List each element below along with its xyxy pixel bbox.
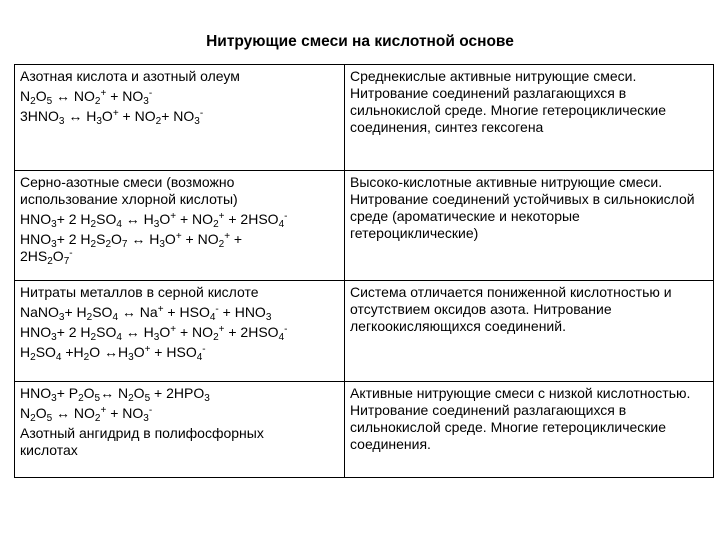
mixture-cell bbox=[15, 281, 345, 382]
page-title: Нитрующие смеси на кислотной основе bbox=[206, 33, 514, 50]
description-cell bbox=[345, 65, 714, 171]
mixture-name: Азотная кислота и азотный олеум bbox=[20, 68, 240, 84]
mixture-cell bbox=[15, 382, 345, 478]
table-row bbox=[15, 382, 714, 478]
description-text: Высоко-кислотные активные нитрующие смеси. Нитрование соединений устойчивых в сильнокислой среде (ароматические и некоторые гетероциклические) bbox=[350, 174, 695, 241]
mixture-name: Нитраты металлов в серной кислоте bbox=[20, 284, 259, 300]
description-text: Среднекислые активные нитрующие смеси. Нитрование соединений разлагающихся в сильнокислой среде. Многие гетероциклические соединения, синтез гексогена bbox=[350, 68, 667, 135]
mixture-name: кислотах bbox=[20, 442, 78, 458]
equation: NaNO$_3$+ $H_2SO_4$ ↔ $Na^+ + HSO_4^- + HNO_3$ bbox=[20, 304, 272, 323]
mixture-cell bbox=[15, 171, 345, 281]
mixture-cell bbox=[15, 65, 345, 171]
mixture-name: Азотный ангидрид в полифосфорных bbox=[20, 425, 264, 441]
equation: $HNO_3+ 2$ $H_2S_2O_7$ ↔ $H_3O^+ + NO_2^+$ + bbox=[20, 231, 243, 250]
description-cell bbox=[345, 382, 714, 478]
nitrating-mixtures-table bbox=[14, 64, 714, 478]
equation: $N_2O_5$ ↔ $NO_2^+ + NO_3^-$ bbox=[20, 405, 153, 424]
equation: $H_2SO_4 +H_2O$ $\leftrightarrow H_3O^+ + HSO_4^-$ bbox=[20, 344, 206, 363]
description-cell bbox=[345, 171, 714, 281]
equation: $2HS_2O_7^-$ bbox=[20, 248, 73, 267]
description-text: Активные нитрующие смеси с низкой кислотностью. Нитрование соединений разлагающихся в сильнокислой среде. Многие гетероциклические соединения. bbox=[350, 385, 691, 452]
equation: $N_2O_5$ ↔ $NO_2^+ + NO_3^-$ bbox=[20, 88, 153, 107]
table-row bbox=[15, 171, 714, 281]
table-row bbox=[15, 281, 714, 382]
mixture-name: Серно-азотные смеси (возможно bbox=[20, 174, 235, 190]
equation: $HNO_3+ 2$ $H_2SO_4$ ↔ $H_3O^+ + NO_2^+ + 2HSO_4^-$ bbox=[20, 211, 288, 230]
equation: $3HNO_3$ ↔ $H_3O^+ + NO_2+ NO_3^-$ bbox=[20, 108, 204, 127]
equation: $HNO_3+ 2$ $H_2SO_4$ ↔ $H_3O^+ + NO_2^+ + 2HSO_4^-$ bbox=[20, 324, 288, 343]
mixture-name: использование хлорной кислоты) bbox=[20, 191, 238, 207]
description-text: Система отличается пониженной кислотностью и отсутствием оксидов азота. Нитрование легкоокисляющихся соединений. bbox=[350, 284, 672, 334]
description-cell bbox=[345, 281, 714, 382]
table-row bbox=[15, 65, 714, 171]
equation: $HNO_3+$ $P_2O_5\leftrightarrow$ $N_2O_5 + 2HPO_3$ bbox=[20, 385, 210, 404]
